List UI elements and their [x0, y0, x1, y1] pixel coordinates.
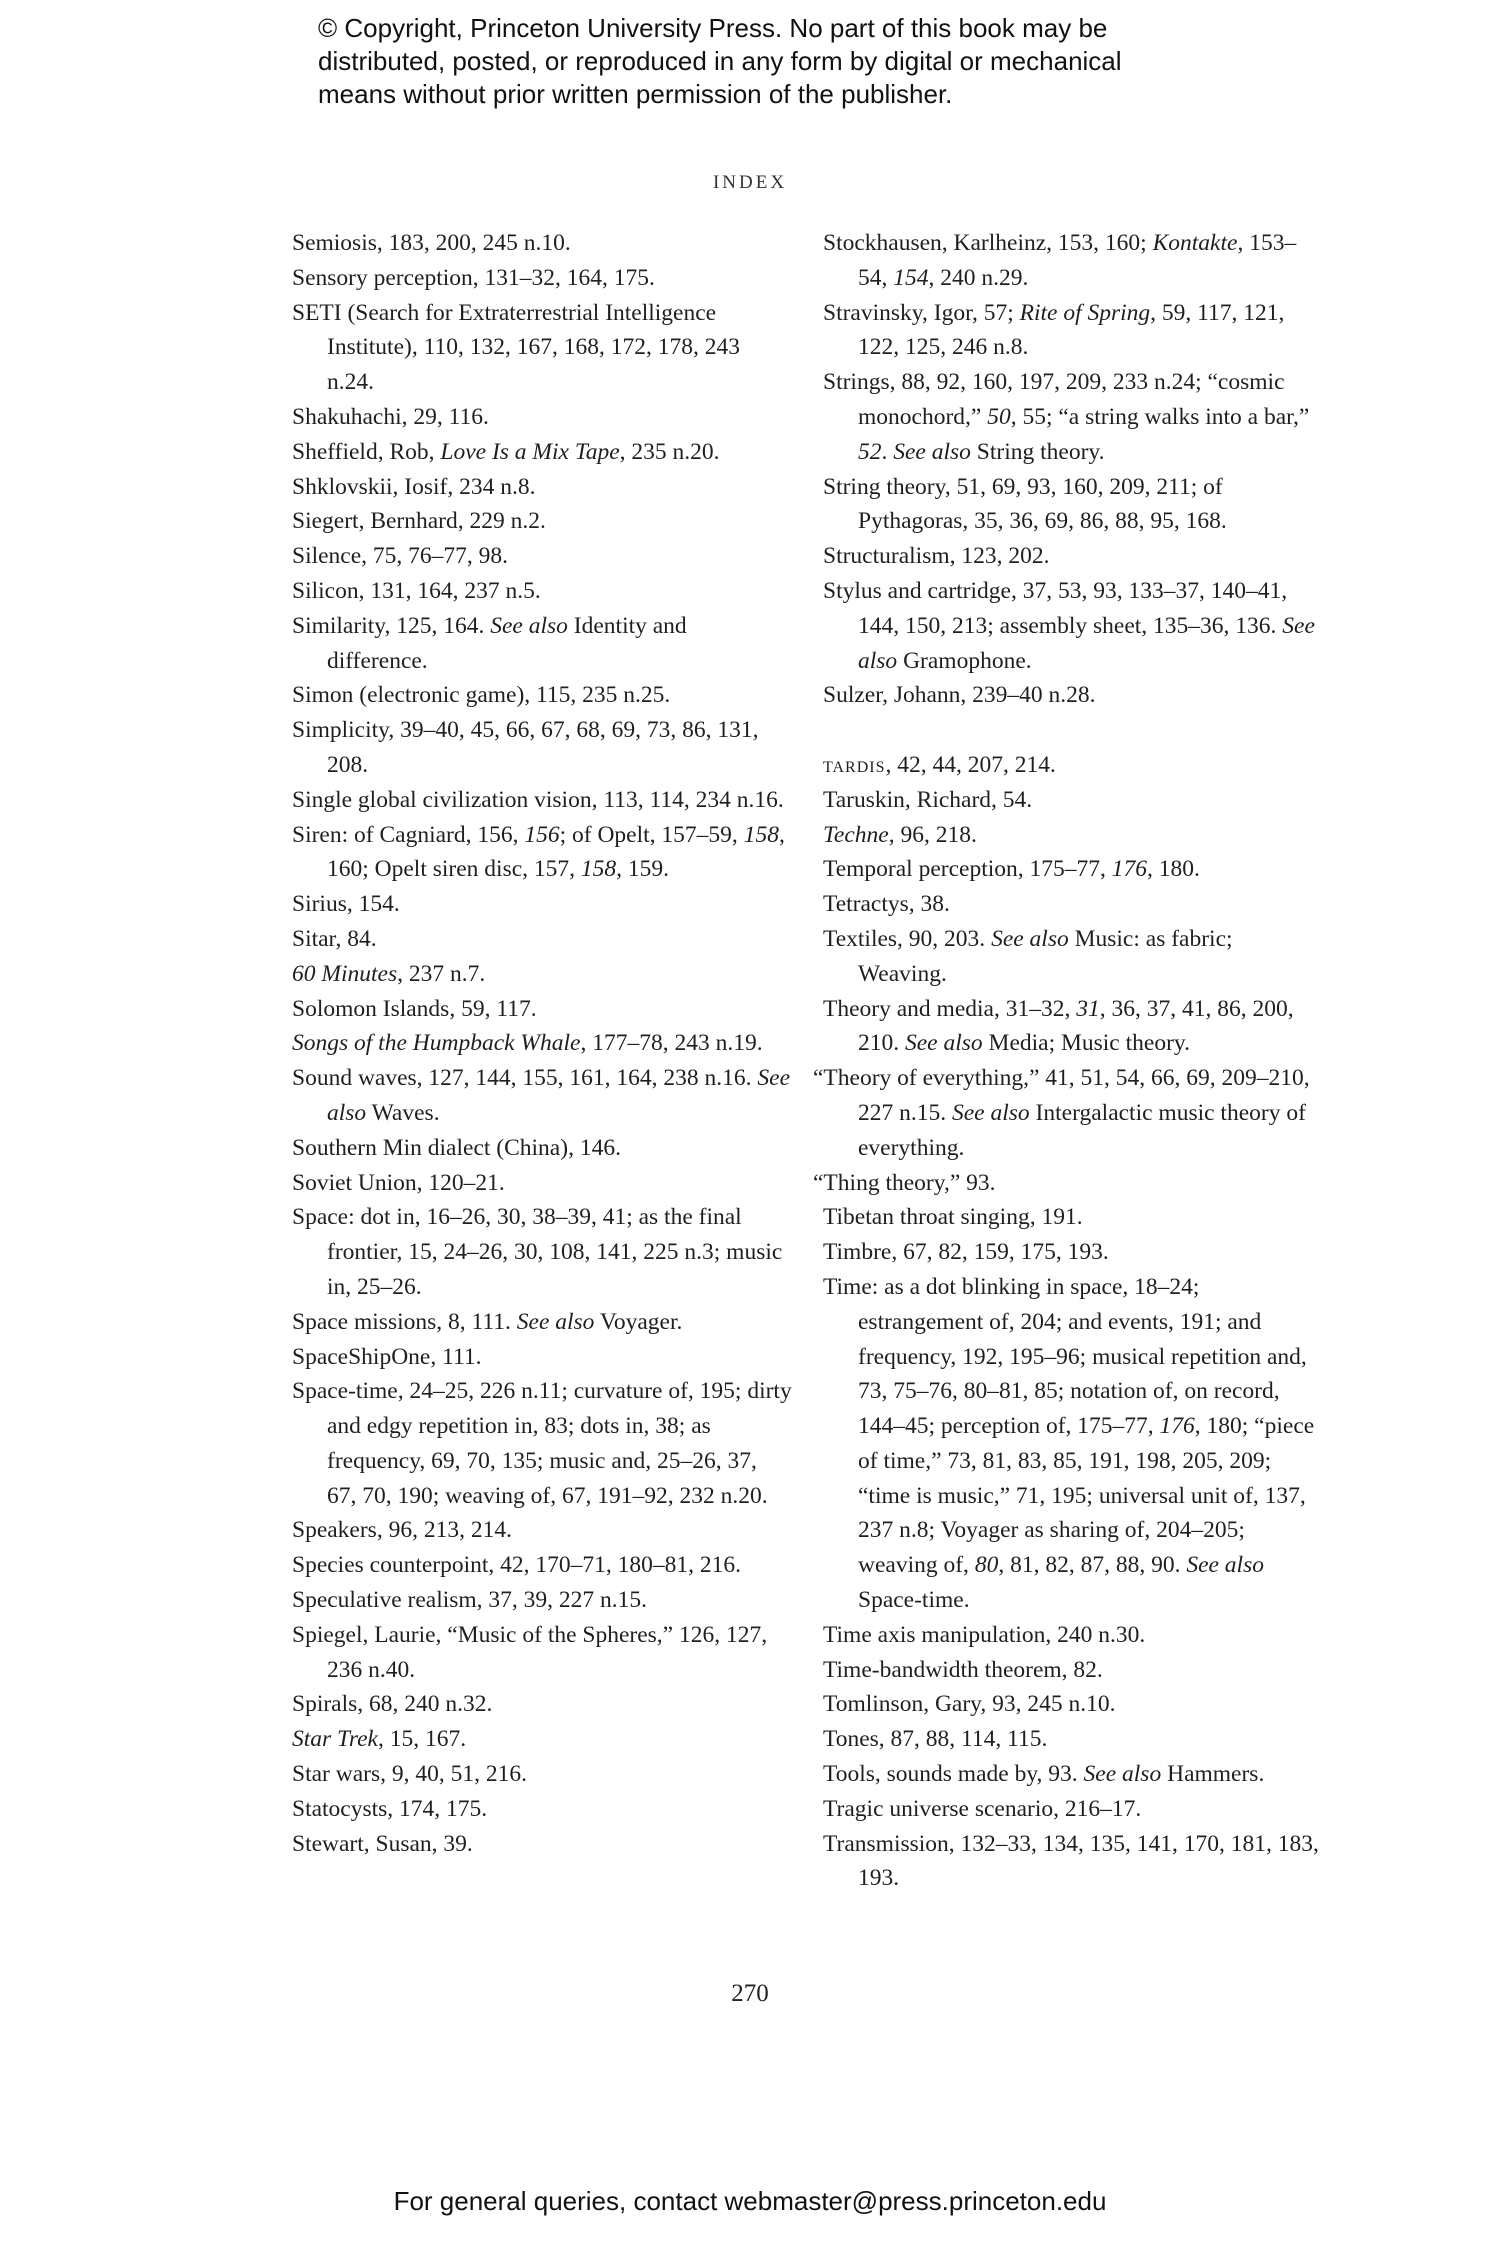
index-entry-text: , 55; “a string walks into a bar,”: [1010, 403, 1310, 430]
index-entry-text: Speakers, 96, 213, 214.: [292, 1517, 512, 1544]
index-entry: [823, 1653, 1323, 1688]
index-entry-text: Star wars, 9, 40, 51, 216.: [292, 1761, 527, 1788]
index-entry: [292, 818, 792, 888]
index-entry: [823, 1722, 1323, 1757]
copyright-notice: [318, 12, 1418, 111]
index-entry-text: Sitar, 84.: [292, 925, 377, 952]
index-entry-text: 60 Minutes: [292, 960, 398, 987]
index-entry-text: 31: [1076, 995, 1100, 1022]
index-entry-text: Spirals, 68, 240 n.32.: [292, 1691, 493, 1718]
index-entry-text: Time-bandwidth theorem, 82.: [823, 1656, 1103, 1683]
index-entry-text: Stockhausen, Karlheinz, 153, 160;: [823, 230, 1153, 256]
index-entry-text: Hammers.: [1161, 1761, 1265, 1788]
index-entry: [292, 1618, 792, 1688]
index-entry-text: 158: [743, 821, 779, 848]
index-entry-text: Textiles, 90, 203.: [823, 925, 992, 952]
index-entry-text: 154: [893, 264, 929, 291]
index-entry-text: Structuralism, 123, 202.: [823, 543, 1050, 570]
index-entry-text: 80: [974, 1552, 999, 1579]
index-entry-text: SETI (Search for Extraterrestrial Intelligence Institute), 110, 132, 167, 168, 172, 178, 243 n.24.: [292, 299, 740, 396]
index-entry-text: , 180; “piece of time,” 73, 81, 83, 85, 191, 198, 205, 209; “time is music,” 71, 195; universal unit of, 137, 237 n.8; Voyager as sharing of, 204–205; weaving of,: [858, 1413, 1315, 1579]
index-entry: [292, 400, 792, 435]
index-entry: [823, 852, 1323, 887]
index-entry-text: Space-time, 24–25, 226 n.11; curvature of, 195; dirty and edgy repetition in, 83; dots in, 38; as frequency, 69, 70, 135; music and, 25–26, 37, 67, 70, 190; weaving of, 67, 191–92, 232 n.20.: [292, 1378, 792, 1509]
index-entry-text: Shakuhachi, 29, 116.: [292, 403, 489, 430]
index-entry-text: Timbre, 67, 82, 159, 175, 193.: [823, 1239, 1109, 1266]
index-entry-text: Sulzer, Johann, 239–40 n.28.: [823, 682, 1096, 709]
index-entry: [823, 818, 1323, 853]
index-entry-text: Theory and media, 31–32,: [823, 995, 1077, 1022]
index-entry: [813, 1061, 1323, 1165]
index-entry-text: Space: dot in, 16–26, 30, 38–39, 41; as the final frontier, 15, 24–26, 30, 108, 141, 225 n.3; music in, 25–26.: [292, 1204, 783, 1300]
index-entry-text: 50: [987, 403, 1011, 430]
index-entry-text: , 159.: [616, 856, 670, 883]
index-entry: [292, 678, 792, 713]
index-entry: [292, 226, 792, 261]
index-entry: [292, 1305, 792, 1340]
index-entry-text: , 36, 37, 41, 86, 200, 210.: [858, 995, 1294, 1057]
index-entry-text: Intergalactic music theory of everything.: [858, 1099, 1306, 1161]
index-entry-text: Simplicity, 39–40, 45, 66, 67, 68, 69, 73, 86, 131, 208.: [292, 717, 759, 778]
index-entry-text: 176: [1111, 856, 1148, 883]
index-entry-text: See also: [327, 1065, 791, 1126]
index-entry: [823, 470, 1323, 540]
index-entry-text: ; of Opelt, 157–59,: [559, 821, 744, 848]
index-entry-text: See also: [858, 612, 1315, 674]
index-entry-text: Techne: [823, 821, 889, 848]
index-entry: [292, 887, 792, 922]
copyright-line: © Copyright, Princeton University Press. No part of this book may be: [318, 13, 1108, 43]
index-entry: [292, 1722, 792, 1757]
index-entry-text: String theory.: [970, 438, 1105, 465]
index-entry: [823, 365, 1323, 469]
index-entry-text: Star Trek: [292, 1726, 378, 1753]
index-entry: [292, 783, 792, 818]
index-entry-text: 176: [1159, 1413, 1195, 1440]
index-entry-text: Soviet Union, 120–21.: [292, 1169, 505, 1196]
index-entry-text: Species counterpoint, 42, 170–71, 180–81, 216.: [292, 1552, 742, 1579]
index-entry-text: Stewart, Susan, 39.: [292, 1830, 473, 1857]
index-entry-text: Tools, sounds made by, 93.: [823, 1761, 1084, 1788]
index-heading: INDEX: [712, 172, 788, 193]
index-entry-text: Southern Min dialect (China), 146.: [292, 1134, 621, 1161]
index-entry-text: “Theory of everything,” 41, 51, 54, 66, 69, 209–210, 227 n.15.: [813, 1065, 1310, 1126]
index-entry-text: Silence, 75, 76–77, 98.: [292, 543, 509, 570]
index-entry-text: Temporal perception, 175–77,: [823, 856, 1112, 883]
index-entry-text: 158: [580, 856, 617, 883]
index-entry: [823, 574, 1323, 678]
index-entry-text: See also: [1083, 1761, 1162, 1788]
index-entry: [292, 574, 792, 609]
index-entry-text: See also: [490, 612, 568, 639]
index-entry-text: Solomon Islands, 59, 117.: [292, 995, 537, 1022]
index-entry-text: String theory, 51, 69, 93, 160, 209, 211; of Pythagoras, 35, 36, 69, 86, 88, 95, 168.: [823, 473, 1227, 535]
index-entry-text: Tragic universe scenario, 216–17.: [823, 1795, 1142, 1822]
index-entry: [292, 922, 792, 957]
index-entry: [292, 1757, 792, 1792]
index-entry: [292, 1827, 792, 1862]
index-entry-text: Stylus and cartridge, 37, 53, 93, 133–37, 140–41, 144, 150, 213; assembly sheet, 135–36, 136.: [823, 577, 1288, 639]
index-entry: [292, 1061, 792, 1131]
page-number: 270: [731, 1980, 769, 2007]
index-entry: [292, 1687, 792, 1722]
index-column-left: [292, 226, 792, 1861]
index-entry: [292, 1166, 792, 1201]
index-entry: [292, 1513, 792, 1548]
index-entry-text: Semiosis, 183, 200, 245 n.10.: [292, 230, 571, 256]
index-entry: [823, 1270, 1323, 1618]
index-entry: [292, 296, 792, 400]
index-entry-text: Sound waves, 127, 144, 155, 161, 164, 238 n.16.: [292, 1065, 758, 1092]
index-entry-text: , 237 n.7.: [397, 960, 486, 987]
index-entry-text: See also: [952, 1099, 1030, 1126]
index-entry: [292, 504, 792, 539]
index-entry-text: See also: [1186, 1552, 1264, 1579]
index-entry-text: , 42, 44, 207, 214.: [885, 751, 1056, 778]
index-entry: [823, 1235, 1323, 1270]
index-letter-gap: [823, 713, 1323, 748]
index-entry-text: Voyager.: [594, 1308, 683, 1335]
index-entry: [292, 539, 792, 574]
index-entry-text: Similarity, 125, 164.: [292, 612, 491, 639]
index-entry-text: Sheffield, Rob,: [292, 438, 441, 465]
copyright-line: distributed, posted, or reproduced in any form by digital or mechanical: [318, 46, 1122, 76]
index-entry: [823, 1757, 1323, 1792]
index-entry: [823, 539, 1323, 574]
index-entry-text: Time axis manipulation, 240 n.30.: [823, 1621, 1146, 1648]
index-entry: [292, 609, 792, 679]
index-entry-text: See also: [516, 1308, 595, 1335]
index-entry: [292, 1374, 792, 1513]
index-entry-text: Space missions, 8, 111.: [292, 1308, 517, 1335]
index-entry: [823, 1827, 1323, 1897]
index-entry-text: Music: as fabric; Weaving.: [858, 925, 1233, 987]
index-entry: [823, 226, 1323, 296]
index-entry: [292, 1340, 792, 1375]
footer-contact: For general queries, contact webmaster@press.princeton.edu: [393, 2186, 1107, 2216]
index-entry: [292, 1026, 792, 1061]
index-entry-text: See also: [991, 925, 1069, 952]
index-entry-text: , 177–78, 243 n.19.: [580, 1030, 763, 1057]
index-entry-text: , 160; Opelt siren disc, 157,: [327, 821, 785, 883]
index-entry-text: Rite of Spring: [1019, 299, 1151, 326]
index-entry-text: SpaceShipOne, 111.: [292, 1343, 482, 1370]
index-entry-text: Media; Music theory.: [982, 1030, 1190, 1057]
index-entry-text: .: [881, 438, 894, 465]
index-entry: [823, 922, 1323, 992]
index-entry-text: , 81, 82, 87, 88, 90.: [998, 1552, 1187, 1579]
index-entry-text: Spiegel, Laurie, “Music of the Spheres,” 126, 127, 236 n.40.: [292, 1621, 768, 1683]
index-entry: [823, 887, 1323, 922]
index-entry: [292, 261, 792, 296]
index-entry: [292, 1131, 792, 1166]
index-entry-text: Time: as a dot blinking in space, 18–24; estrangement of, 204; and events, 191; and frequency, 192, 195–96; musical repetition and, 73, 75–76, 80–81, 85; notation of, on record, 144–45; perception of, 175–77,: [823, 1273, 1307, 1440]
index-entry: [292, 1200, 792, 1304]
index-entry-text: 52: [858, 438, 882, 465]
index-entry: [823, 992, 1323, 1062]
index-entry-text: Taruskin, Richard, 54.: [823, 786, 1033, 813]
index-entry-text: Simon (electronic game), 115, 235 n.25.: [292, 682, 671, 709]
index-entry: [823, 748, 1323, 783]
index-entry-text: Transmission, 132–33, 134, 135, 141, 170, 181, 183, 193.: [823, 1830, 1319, 1892]
index-entry-text: Tibetan throat singing, 191.: [823, 1204, 1083, 1231]
index-entry: [823, 783, 1323, 818]
index-entry-text: Tones, 87, 88, 114, 115.: [823, 1726, 1048, 1753]
index-entry-text: , 240 n.29.: [928, 264, 1029, 291]
index-entry-text: Stravinsky, Igor, 57;: [823, 299, 1020, 326]
index-column-right: [813, 226, 1323, 1896]
index-entry: [823, 1792, 1323, 1827]
index-entry: [823, 1618, 1323, 1653]
index-entry-text: Shklovskii, Iosif, 234 n.8.: [292, 473, 536, 500]
index-entry-text: Silicon, 131, 164, 237 n.5.: [292, 577, 541, 604]
index-entry-text: Waves.: [366, 1099, 440, 1126]
index-entry: [823, 296, 1323, 366]
index-entry-text: Gramophone.: [897, 647, 1032, 674]
index-entry-text: , 153–54,: [858, 230, 1297, 291]
index-entry-text: Statocysts, 174, 175.: [292, 1795, 488, 1822]
index-entry: [823, 1687, 1323, 1722]
index-entry-text: Siren: of Cagniard, 156,: [292, 821, 525, 848]
index-entry-text: Single global civilization vision, 113, 114, 234 n.16.: [292, 786, 784, 813]
index-entry-text: See also: [893, 438, 971, 465]
index-entry-text: 156: [524, 821, 560, 848]
index-entry-text: Tomlinson, Gary, 93, 245 n.10.: [823, 1691, 1116, 1718]
index-entry-text: Strings, 88, 92, 160, 197, 209, 233 n.24; “cosmic monochord,”: [823, 369, 1285, 430]
index-entry-text: Identity and difference.: [327, 612, 687, 674]
index-entry-text: Tetractys, 38.: [823, 891, 950, 918]
index-entry-text: tardis: [823, 751, 886, 778]
index-entry: [292, 713, 792, 783]
index-entry-text: Sensory perception, 131–32, 164, 175.: [292, 264, 655, 291]
copyright-line: means without prior written permission of the publisher.: [318, 79, 953, 109]
index-entry-text: , 59, 117, 121, 122, 125, 246 n.8.: [858, 299, 1285, 361]
index-entry-text: Siegert, Bernhard, 229 n.2.: [292, 508, 546, 535]
index-entry-text: Love Is a Mix Tape: [440, 438, 620, 465]
index-entry: [292, 1583, 792, 1618]
index-entry: [292, 1548, 792, 1583]
index-entry-text: , 96, 218.: [888, 821, 977, 848]
index-entry-text: Songs of the Humpback Whale: [292, 1030, 581, 1057]
index-entry: [823, 678, 1323, 713]
index-entry-text: , 180.: [1147, 856, 1200, 883]
index-entry-text: , 15, 167.: [377, 1726, 467, 1753]
index-entry: [292, 992, 792, 1027]
index-entry-text: Space-time.: [858, 1587, 970, 1614]
index-entry-text: Sirius, 154.: [292, 891, 400, 918]
index-entry-text: Kontakte: [1152, 230, 1238, 256]
index-entry: [292, 957, 792, 992]
index-entry: [823, 1200, 1323, 1235]
index-entry: [813, 1166, 1323, 1201]
index-entry-text: “Thing theory,” 93.: [813, 1169, 996, 1196]
index-entry: [292, 470, 792, 505]
index-entry-text: Speculative realism, 37, 39, 227 n.15.: [292, 1587, 648, 1614]
index-entry: [292, 1792, 792, 1827]
index-entry-text: , 235 n.20.: [619, 438, 720, 465]
index-entry-text: See also: [905, 1030, 983, 1057]
index-entry: [292, 435, 792, 470]
